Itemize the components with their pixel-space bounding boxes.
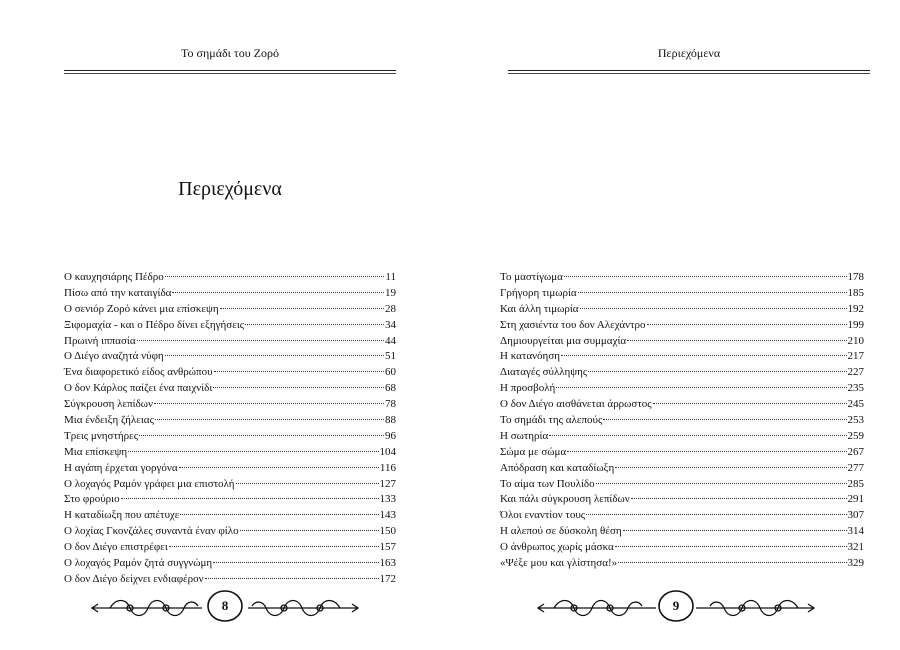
dot-leader	[556, 387, 846, 388]
dot-leader	[240, 530, 379, 531]
toc-entry-page: 11	[385, 271, 396, 283]
toc-list	[500, 270, 864, 572]
dot-leader	[214, 371, 384, 372]
toc-title: Περιεχόμενα	[178, 178, 282, 200]
toc-entry-page: 267	[847, 445, 864, 458]
toc-entry-title: Ο λοχαγός Ραμόν ζητά συγγνώμη	[64, 557, 213, 570]
toc-entry[interactable]	[64, 540, 396, 556]
dot-leader	[615, 546, 847, 547]
dot-leader	[561, 355, 847, 356]
toc-entry-title: Ο λοχαγός Ραμόν γράφει μια επιστολή	[64, 477, 235, 490]
toc-entry-title: Ο δον Διέγο αισθάνεται άρρωστος	[500, 398, 652, 411]
toc-entry-page: 163	[379, 557, 396, 570]
dot-leader	[128, 451, 378, 452]
toc-entry-page: 78	[385, 398, 396, 411]
toc-entry-title: Ο καυχησιάρης Πέδρο	[64, 271, 164, 283]
toc-entry-page: 104	[379, 445, 396, 458]
page-number: 8	[221, 598, 229, 613]
toc-entry-page: 314	[847, 525, 864, 538]
toc-entry-title: Διαταγές σύλληψης	[500, 366, 588, 379]
dot-leader	[205, 578, 379, 579]
dot-leader	[154, 403, 384, 404]
toc-entry-page: 116	[379, 461, 396, 474]
toc-entry-page: 321	[847, 541, 864, 554]
toc-entry-page: 143	[379, 509, 396, 522]
dot-leader	[165, 276, 385, 277]
toc-entry-page: 217	[847, 350, 864, 363]
toc-entry-page: 127	[379, 477, 396, 490]
toc-entry-title: Το μαστίγωμα	[500, 271, 563, 283]
toc-entry-title: Η αγάπη έρχεται γοργόνα	[64, 461, 178, 474]
toc-entry[interactable]	[64, 461, 396, 477]
page-number: 9	[672, 598, 680, 613]
dot-leader	[588, 371, 846, 372]
toc-entry-title: Ο δον Διέγο επιστρέφει	[64, 541, 168, 554]
toc-entry[interactable]	[500, 445, 864, 461]
toc-entry[interactable]	[500, 365, 864, 381]
toc-entry[interactable]	[500, 556, 864, 572]
toc-entry-title: Ο δον Κάρλος παίζει ένα παιχνίδι	[64, 382, 213, 395]
toc-entry-title: Στο φρούριο	[64, 493, 120, 506]
dot-leader	[580, 308, 847, 309]
toc-entry-page: 178	[847, 271, 864, 283]
toc-entry-title: Πρωινή ιππασία	[64, 334, 136, 347]
toc-entry-page: 44	[385, 334, 396, 347]
dot-leader	[618, 562, 846, 563]
toc-entry-page: 172	[379, 572, 396, 585]
dot-leader	[627, 340, 846, 341]
toc-entry-title: Σύγκρουση λεπίδων	[64, 398, 153, 411]
dot-leader	[179, 467, 379, 468]
toc-entry-page: 192	[847, 302, 864, 315]
toc-entry-page: 277	[847, 461, 864, 474]
toc-entry[interactable]	[500, 302, 864, 318]
dot-leader	[180, 514, 378, 515]
dot-leader	[213, 387, 384, 388]
toc-entry[interactable]	[64, 270, 396, 286]
toc-entry[interactable]	[64, 318, 396, 334]
toc-entry[interactable]	[500, 318, 864, 334]
toc-entry-page: 235	[847, 382, 864, 395]
dot-leader	[578, 292, 847, 293]
toc-entry-page: 51	[385, 350, 396, 363]
toc-entry[interactable]	[500, 349, 864, 365]
dot-leader	[236, 483, 379, 484]
toc-entry[interactable]	[500, 381, 864, 397]
toc-entry[interactable]	[500, 508, 864, 524]
dot-leader	[172, 292, 384, 293]
toc-entry-title: Η κατανόηση	[500, 350, 560, 363]
toc-entry[interactable]	[64, 413, 396, 429]
toc-entry-title: Πίσω από την καταιγίδα	[64, 286, 172, 299]
toc-entry[interactable]	[64, 492, 396, 508]
dot-leader	[213, 562, 378, 563]
toc-entry[interactable]	[64, 508, 396, 524]
dot-leader	[647, 324, 847, 325]
toc-entry-title: Γρήγορη τιμωρία	[500, 286, 577, 299]
dot-leader	[623, 530, 847, 531]
toc-entry-page: 28	[385, 302, 396, 315]
toc-entry[interactable]	[500, 429, 864, 445]
dot-leader	[165, 355, 384, 356]
header-rule	[64, 70, 396, 71]
toc-entry-page: 253	[847, 414, 864, 427]
toc-entry-title: Η αλεπού σε δύσκολη θέση	[500, 525, 622, 538]
right-page	[450, 0, 900, 650]
dot-leader	[603, 419, 846, 420]
toc-entry[interactable]	[500, 492, 864, 508]
dot-leader	[586, 514, 846, 515]
toc-entry[interactable]	[64, 302, 396, 318]
running-head: Περιεχόμενα	[657, 46, 721, 60]
toc-entry-title: Σώμα με σώμα	[500, 445, 567, 458]
toc-entry-page: 19	[385, 286, 396, 299]
toc-entry-page: 329	[847, 557, 864, 570]
dot-leader	[220, 308, 384, 309]
toc-entry[interactable]	[64, 365, 396, 381]
dot-leader	[567, 451, 846, 452]
toc-entry-title: Στη χασιέντα του δον Αλεχάντρο	[500, 318, 646, 331]
toc-entry-page: 150	[379, 525, 396, 538]
toc-entry-page: 291	[847, 493, 864, 506]
running-head: Το σημάδι του Ζορό	[181, 46, 279, 60]
dot-leader	[155, 419, 384, 420]
dot-leader	[631, 498, 847, 499]
header-rule	[508, 70, 870, 71]
toc-entry-title: Και πάλι σύγκρουση λεπίδων	[500, 493, 630, 506]
toc-entry-title: Ξιφομαχία - και ο Πέδρο δίνει εξηγήσεις	[64, 318, 245, 331]
toc-entry[interactable]	[500, 524, 864, 540]
toc-entry[interactable]	[500, 477, 864, 493]
toc-entry-page: 60	[385, 366, 396, 379]
dot-leader	[139, 435, 384, 436]
toc-entry-page: 96	[385, 429, 396, 442]
toc-entry[interactable]	[64, 524, 396, 540]
toc-entry-page: 199	[847, 318, 864, 331]
toc-entry-title: Η σωτηρία	[500, 429, 549, 442]
toc-entry[interactable]	[500, 540, 864, 556]
toc-entry[interactable]	[64, 286, 396, 302]
toc-entry-title: Μια επίσκεψη	[64, 445, 128, 458]
toc-entry[interactable]	[64, 477, 396, 493]
toc-entry-title: Η καταδίωξη που απέτυχε	[64, 509, 180, 522]
dot-leader	[615, 467, 846, 468]
toc-entry-title: Απόδραση και καταδίωξη	[500, 461, 615, 474]
toc-entry[interactable]	[500, 286, 864, 302]
toc-entry-title: Η προσβολή	[500, 382, 556, 395]
toc-entry-title: Δημιουργείται μια συμμαχία	[500, 334, 627, 347]
toc-entry[interactable]	[500, 270, 864, 286]
toc-entry-title: Μια ένδειξη ζήλειας	[64, 414, 154, 427]
toc-entry-page: 245	[847, 398, 864, 411]
dot-leader	[564, 276, 847, 277]
dot-leader	[549, 435, 846, 436]
toc-entry[interactable]	[64, 556, 396, 572]
toc-entry-title: Ο Διέγο αναζητά νύφη	[64, 350, 164, 363]
toc-entry-page: 68	[385, 382, 396, 395]
toc-entry-page: 185	[847, 286, 864, 299]
toc-entry-page: 210	[847, 334, 864, 347]
toc-entry-title: Ο δον Διέγο δείχνει ενδιαφέρον	[64, 572, 204, 585]
toc-entry-page: 259	[847, 429, 864, 442]
toc-entry[interactable]	[500, 461, 864, 477]
toc-entry[interactable]	[64, 334, 396, 350]
toc-entry-title: Το σημάδι της αλεπούς	[500, 414, 603, 427]
toc-list	[64, 270, 396, 588]
toc-entry-title: Όλοι εναντίον τους	[500, 509, 586, 522]
dot-leader	[137, 340, 384, 341]
toc-entry[interactable]	[64, 381, 396, 397]
toc-entry-title: Ο άνθρωπος χωρίς μάσκα	[500, 541, 614, 554]
toc-entry-title: Το αίμα των Πουλίδο	[500, 477, 595, 490]
dot-leader	[653, 403, 847, 404]
toc-entry-title: «Ψέξε μου και γλίστησα!»	[500, 557, 618, 570]
toc-entry[interactable]	[500, 413, 864, 429]
toc-entry-page: 157	[379, 541, 396, 554]
toc-entry-page: 227	[847, 366, 864, 379]
toc-entry[interactable]	[64, 397, 396, 413]
dot-leader	[169, 546, 379, 547]
toc-entry-title: Ο λοχίας Γκονζάλες συναντά έναν φίλο	[64, 525, 239, 538]
toc-entry[interactable]	[500, 334, 864, 350]
toc-entry-page: 307	[847, 509, 864, 522]
dot-leader	[245, 324, 384, 325]
toc-entry-title: Και άλλη τιμωρία	[500, 302, 579, 315]
toc-entry-page: 34	[385, 318, 396, 331]
toc-entry-title: Τρεις μνηστήρες	[64, 429, 139, 442]
dot-leader	[596, 483, 847, 484]
toc-entry-page: 133	[379, 493, 396, 506]
dot-leader	[121, 498, 379, 499]
toc-entry[interactable]	[500, 397, 864, 413]
toc-entry-page: 285	[847, 477, 864, 490]
toc-entry-title: Ο σενιόρ Ζορό κάνει μια επίσκεψη	[64, 302, 219, 315]
toc-entry[interactable]	[64, 445, 396, 461]
toc-entry-title: Ένα διαφορετικό είδος ανθρώπου	[64, 366, 213, 379]
toc-entry-page: 88	[385, 414, 396, 427]
toc-entry[interactable]	[64, 349, 396, 365]
toc-entry[interactable]	[64, 429, 396, 445]
